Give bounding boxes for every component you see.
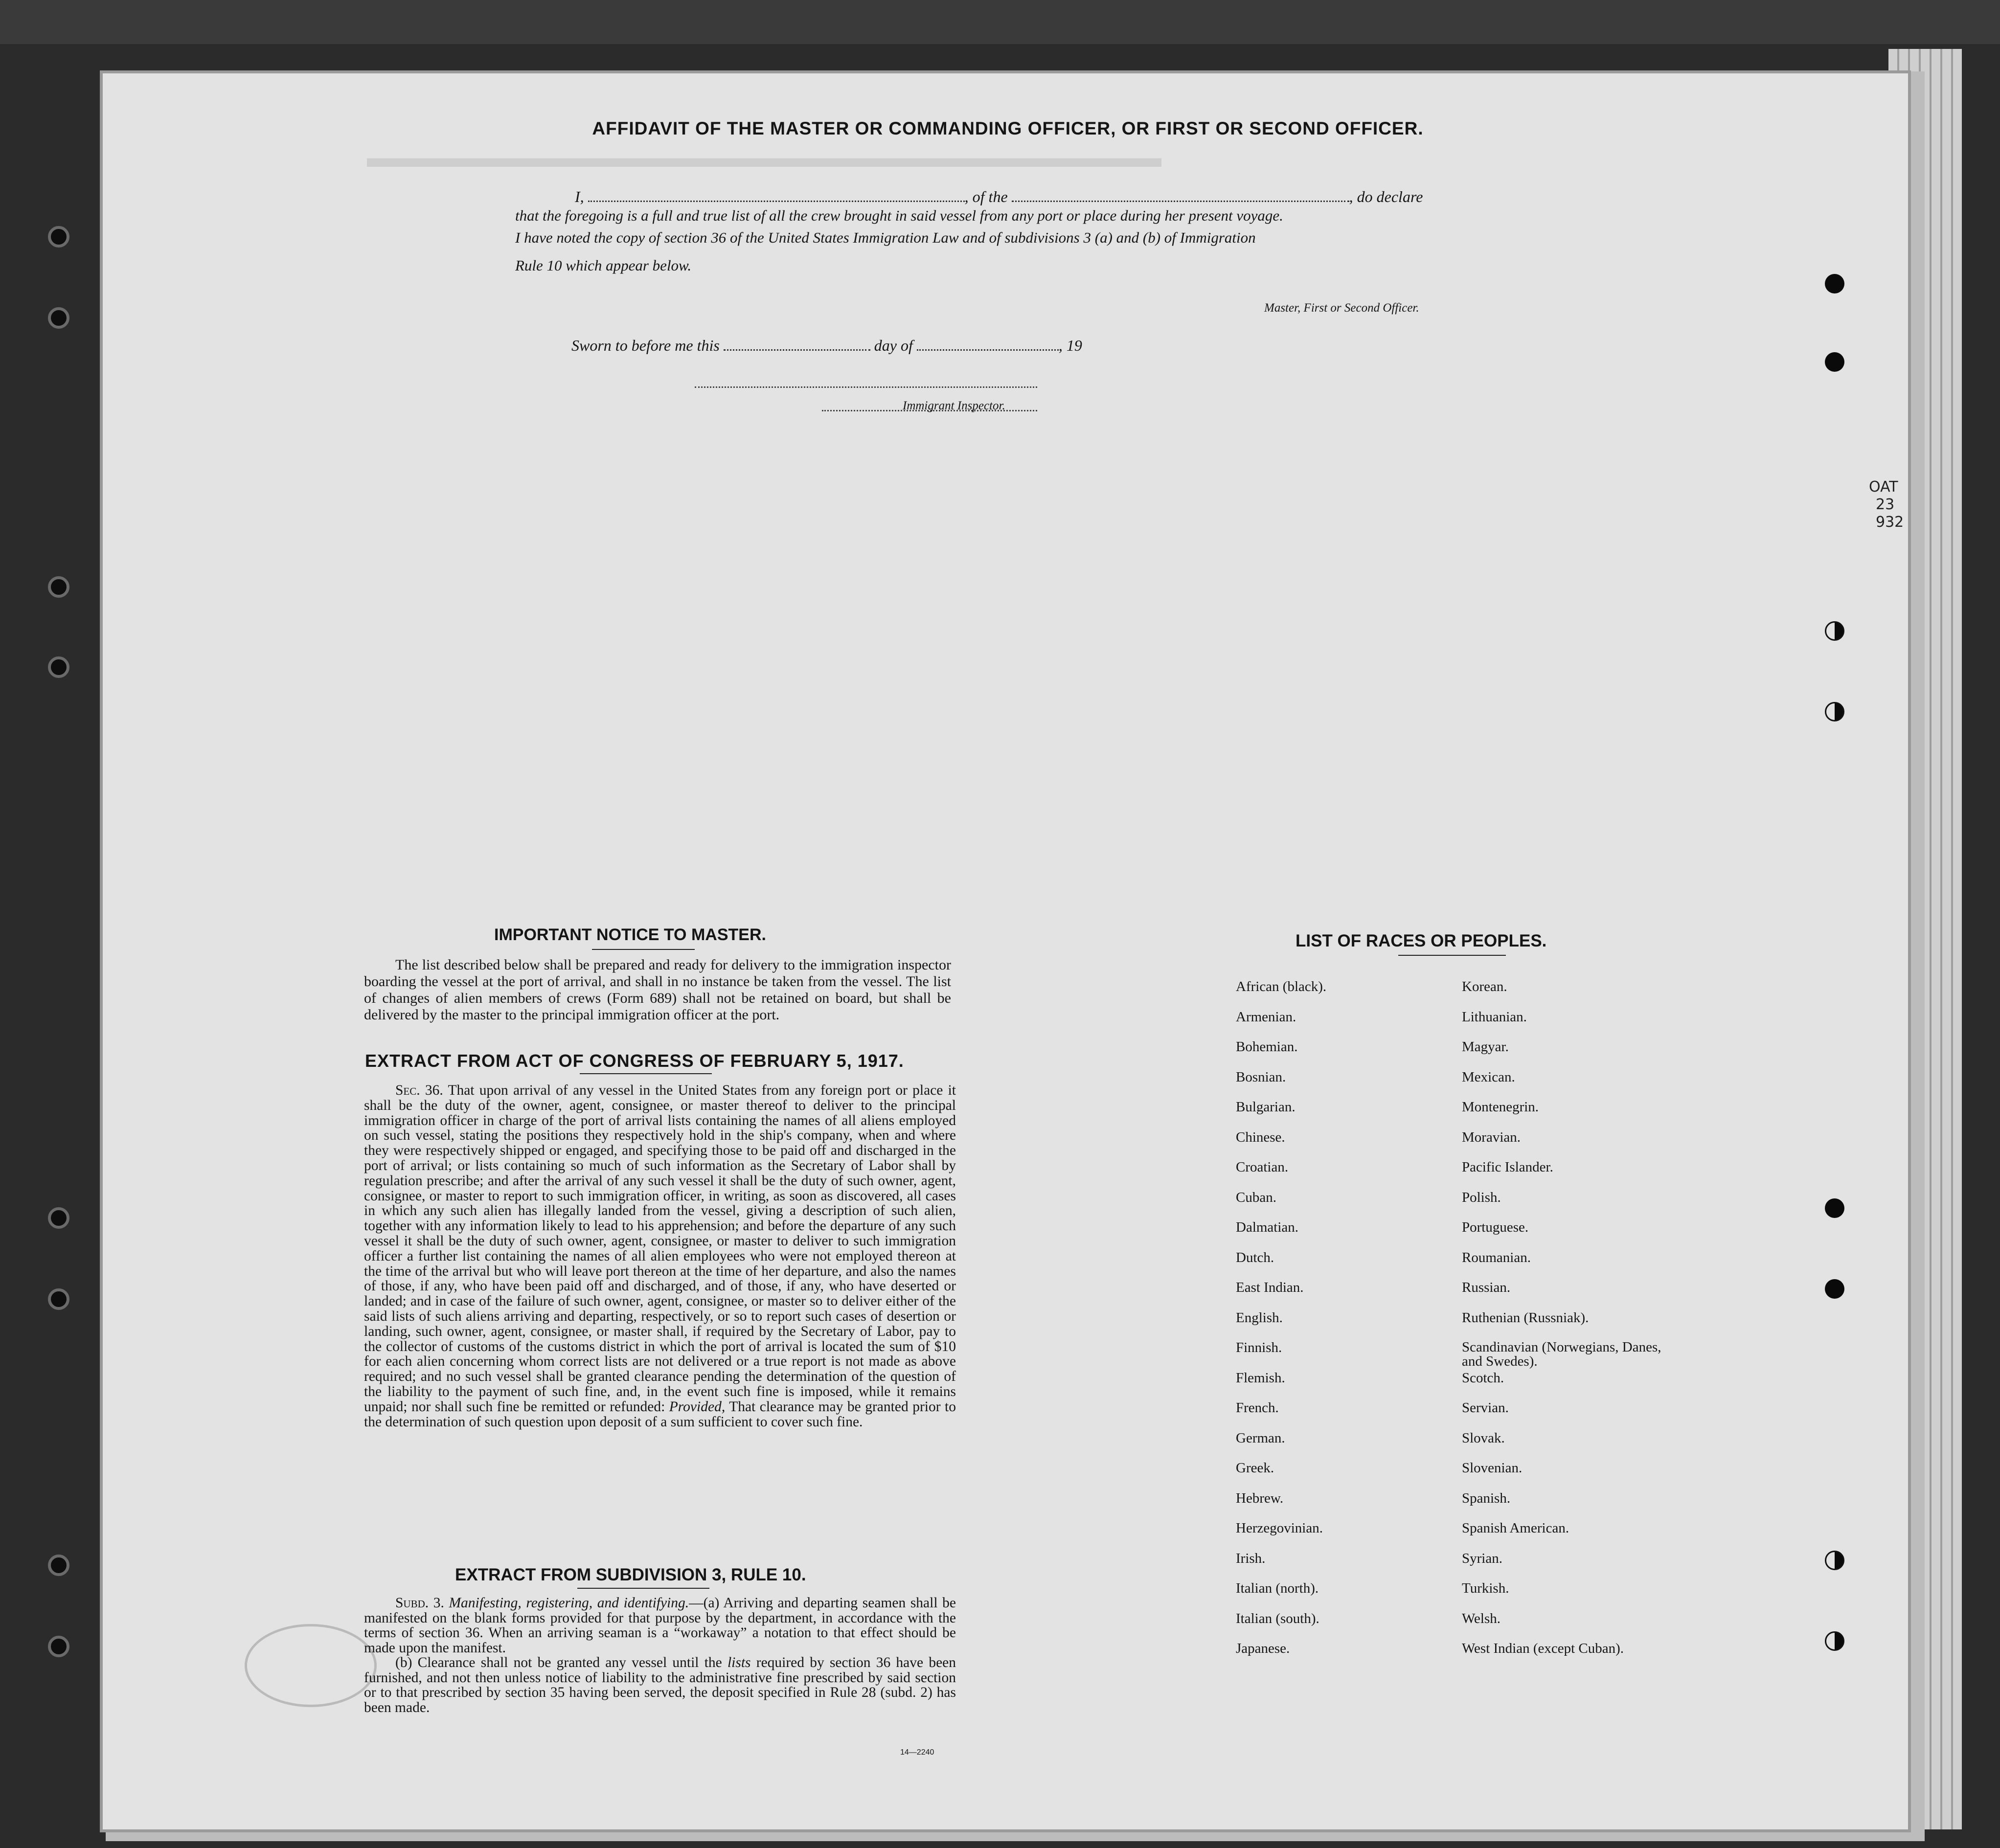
race-item: Russian.	[1462, 1280, 1511, 1295]
act-paragraph	[364, 1083, 956, 1429]
binder-hole	[48, 576, 69, 598]
race-item: Japanese.	[1236, 1641, 1290, 1656]
race-item: Scandinavian (Norwegians, Danes, and Swedes).	[1462, 1339, 1661, 1369]
faded-stamp	[245, 1624, 377, 1707]
rule-rule	[577, 1588, 709, 1589]
year-prefix: , 19	[1058, 337, 1082, 354]
subd-label: Subd. 3.	[395, 1595, 444, 1611]
race-item: Syrian.	[1462, 1550, 1502, 1566]
inspector-label: Immigrant Inspector.	[903, 399, 1005, 412]
race-item: Spanish American.	[1462, 1520, 1569, 1536]
subd-heading: Manifesting, registering, and identifying.	[449, 1595, 689, 1611]
race-item: Moravian.	[1462, 1129, 1521, 1145]
race-item: Bulgarian.	[1236, 1099, 1295, 1115]
binder-hole	[48, 1555, 69, 1576]
race-item: Scotch.	[1462, 1370, 1504, 1386]
binder-hole	[48, 1288, 69, 1310]
race-item: Dutch.	[1236, 1249, 1274, 1265]
race-item: Cuban.	[1236, 1189, 1276, 1205]
para-a-text: —(a) Arriving and departing seamen shall be manifested on the blank forms provided for that purpose by the department, in accordance with the terms of section 36. When an arriving seaman is a “workaway” a notation to that effect should be made upon the manifest.	[364, 1595, 956, 1656]
race-item: African (black).	[1236, 979, 1327, 994]
provided-text: Provided,	[669, 1398, 726, 1415]
act-title: EXTRACT FROM ACT OF CONGRESS OF FEBRUARY 5, 1917.	[365, 1051, 904, 1071]
rule-paragraph-b	[364, 1655, 956, 1715]
sec-label: Sec. 36.	[395, 1082, 443, 1098]
race-item: Welsh.	[1462, 1610, 1501, 1626]
punch-hole	[1825, 1198, 1844, 1218]
race-item: Roumanian.	[1462, 1249, 1531, 1265]
race-item: Lithuanian.	[1462, 1009, 1527, 1025]
para-b-lists: lists	[727, 1655, 751, 1670]
punch-hole	[1825, 274, 1844, 293]
act-body	[364, 1083, 956, 1429]
affidavit-declare: , do declare	[1349, 188, 1423, 205]
rule-title: EXTRACT FROM SUBDIVISION 3, RULE 10.	[455, 1565, 806, 1584]
punch-hole	[1825, 702, 1844, 721]
race-item: German.	[1236, 1430, 1285, 1446]
race-item: Ruthenian (Russniak).	[1462, 1309, 1589, 1326]
race-item: Bosnian.	[1236, 1069, 1286, 1085]
affidavit-i: I,	[575, 188, 584, 205]
punch-hole	[1825, 621, 1844, 641]
binder-edge	[0, 0, 2000, 44]
month-blank[interactable]	[917, 339, 1059, 351]
races-title: LIST OF RACES OR PEOPLES.	[1295, 931, 1547, 950]
form-number: 14—2240	[900, 1748, 934, 1757]
race-item: West Indian (except Cuban).	[1462, 1641, 1624, 1656]
race-item: Polish.	[1462, 1189, 1501, 1205]
race-item: Irish.	[1236, 1550, 1266, 1566]
race-item: East Indian.	[1236, 1280, 1304, 1295]
affidavit-line-2: that the foregoing is a full and true list of all the crew brought in said vessel from any port or place during her present voyage.	[515, 207, 1283, 224]
bleed-through-heading: ▬▬▬▬▬▬▬▬▬▬▬▬▬▬▬▬▬▬▬▬▬▬▬▬▬▬▬▬	[367, 141, 1161, 173]
punch-hole	[1825, 352, 1844, 372]
race-item: Flemish.	[1236, 1370, 1285, 1386]
affidavit-line-4: Rule 10 which appear below.	[515, 257, 692, 274]
race-item: Chinese.	[1236, 1129, 1285, 1145]
race-item: Croatian.	[1236, 1159, 1289, 1175]
punch-hole	[1825, 1279, 1844, 1299]
binder-hole	[48, 656, 69, 678]
races-rule	[1398, 955, 1506, 956]
para-b-start: (b) Clearance shall not be granted any vessel until the	[395, 1655, 722, 1670]
name-blank[interactable]	[588, 191, 965, 202]
notice-paragraph: The list described below shall be prepared and ready for delivery to the immigration inspector boarding the vessel at the port of arrival, and shall in no instance be taken from the vessel. The list of changes of alien members of crews (Form 689) shall not be retained on board, but shall be delivered by the master to the principal immigration officer at the port.	[364, 957, 951, 1023]
inspector-signature-line[interactable]	[695, 386, 1037, 388]
race-item: Spanish.	[1462, 1490, 1511, 1506]
margin-annotation-line: 23	[1876, 496, 1895, 513]
act-text: That upon arrival of any vessel in the United States from any foreign port or place it shall be the duty of the owner, agent, consignee, or master thereof to deliver to the principal immigration officer in charge of the port of arrival lists containing the names of all aliens employed on such vessel, stating the positions they respectively hold in the ship's company, when and where they were respectively shipped or engaged, and specifying those to be paid off and discharged in the port of arrival; or lists containing so much of such information as the Secretary of Labor shall by regulation prescribe; and after the arrival of any such vessel it shall be the duty of such owner, agent, consignee, or master to report to such immigration officer, in writing, as soon as discovered, all cases in which any such alien has illegally landed from the vessel, giving a description of such alien, together with any information likely to lead to his apprehension; and before the departure of any such vessel it shall be the duty of such owner, agent, consignee, or master to deliver to such immigration officer a further list containing the names of all alien employees who were not employed thereon at the time of the arrival but who will leave port thereon at the time of her departure, and also the names of those, if any, who have been paid off and discharged, and of those, if any, who have deserted or landed; and in case of the failure of such owner, agent, consignee, or master so to deliver either of the said lists of such aliens arriving and departing, respectively, or so to report such cases of desertion or landing, such owner, agent, consignee, or master shall, if required by the Secretary of Labor, pay to the collector of customs of the customs district in which the port of arrival is located the sum of $10 for each alien concerning whom correct lists are not delivered or a true report is not made as above required; and no such vessel shall be granted clearance pending the determination of the question of the liability to the payment of such fine, and, in the event such fine is imposed, while it remains unpaid; nor shall such fine be remitted or refunded:	[364, 1082, 956, 1415]
races-list	[1236, 979, 1686, 1674]
race-item: Magyar.	[1462, 1039, 1509, 1055]
race-item: Bohemian.	[1236, 1039, 1298, 1055]
day-of-text: day of	[874, 337, 913, 354]
race-item: Pacific Islander.	[1462, 1159, 1553, 1175]
race-item: Mexican.	[1462, 1069, 1515, 1085]
para-b-end: required by section 36 have been furnished, and not then unless notice of liability to the administrative fine prescribed by said section or to that prescribed by section 35 having been served, the deposit specified in Rule 28 (subd. 2) has been made.	[364, 1655, 956, 1715]
binder-hole	[48, 1207, 69, 1229]
race-item: Korean.	[1462, 979, 1507, 994]
notice-rule	[592, 949, 695, 950]
race-item: Slovenian.	[1462, 1460, 1523, 1476]
affidavit-title: AFFIDAVIT OF THE MASTER OR COMMANDING OFFICER, OR FIRST OR SECOND OFFICER.	[592, 118, 1424, 138]
margin-annotation	[1869, 478, 1904, 531]
races-column-1	[1236, 979, 1326, 1671]
race-item: Hebrew.	[1236, 1490, 1284, 1506]
sworn-text: Sworn to before me this	[571, 337, 720, 354]
rule-paragraph-a	[364, 1596, 956, 1655]
race-item: Servian.	[1462, 1400, 1509, 1416]
affidavit-line-3: I have noted the copy of section 36 of the United States Immigration Law and of subdivisions 3 (a) and (b) of Immigration	[515, 229, 1256, 246]
binder-hole	[48, 1636, 69, 1657]
vessel-blank[interactable]	[1012, 191, 1349, 202]
margin-annotation-line: OAT	[1869, 478, 1898, 496]
affidavit-of-the: , of the	[964, 188, 1008, 205]
notice-body	[364, 957, 951, 1023]
binder-hole	[48, 307, 69, 329]
race-item: Italian (north).	[1236, 1580, 1319, 1596]
race-item: Turkish.	[1462, 1580, 1509, 1596]
punch-hole	[1825, 1551, 1844, 1570]
sworn-line	[571, 337, 1082, 355]
race-item: Herzegovinian.	[1236, 1520, 1323, 1536]
act-text-end: That clearance may be granted prior to the determination of such question upon deposit of a sum sufficient to cover such fine.	[364, 1398, 956, 1430]
affidavit-line-1	[575, 188, 1423, 206]
race-item: Dalmatian.	[1236, 1219, 1299, 1235]
race-item: Slovak.	[1462, 1430, 1505, 1446]
race-item: Montenegrin.	[1462, 1099, 1539, 1115]
race-item: Greek.	[1236, 1460, 1274, 1476]
races-column-2	[1462, 979, 1667, 1671]
margin-annotation-line: 932	[1876, 514, 1904, 531]
act-rule	[580, 1073, 712, 1074]
race-item: English.	[1236, 1309, 1283, 1326]
notice-title: IMPORTANT NOTICE TO MASTER.	[494, 925, 766, 944]
punch-hole	[1825, 1631, 1844, 1651]
binder-hole	[48, 226, 69, 248]
race-item: Armenian.	[1236, 1009, 1296, 1025]
race-item: French.	[1236, 1400, 1279, 1416]
rule-body	[364, 1596, 956, 1715]
race-item: Portuguese.	[1462, 1219, 1529, 1235]
day-blank[interactable]	[724, 339, 870, 351]
signature-label: Master, First or Second Officer.	[1264, 301, 1419, 315]
race-item: Finnish.	[1236, 1340, 1282, 1355]
race-item: Italian (south).	[1236, 1610, 1319, 1626]
